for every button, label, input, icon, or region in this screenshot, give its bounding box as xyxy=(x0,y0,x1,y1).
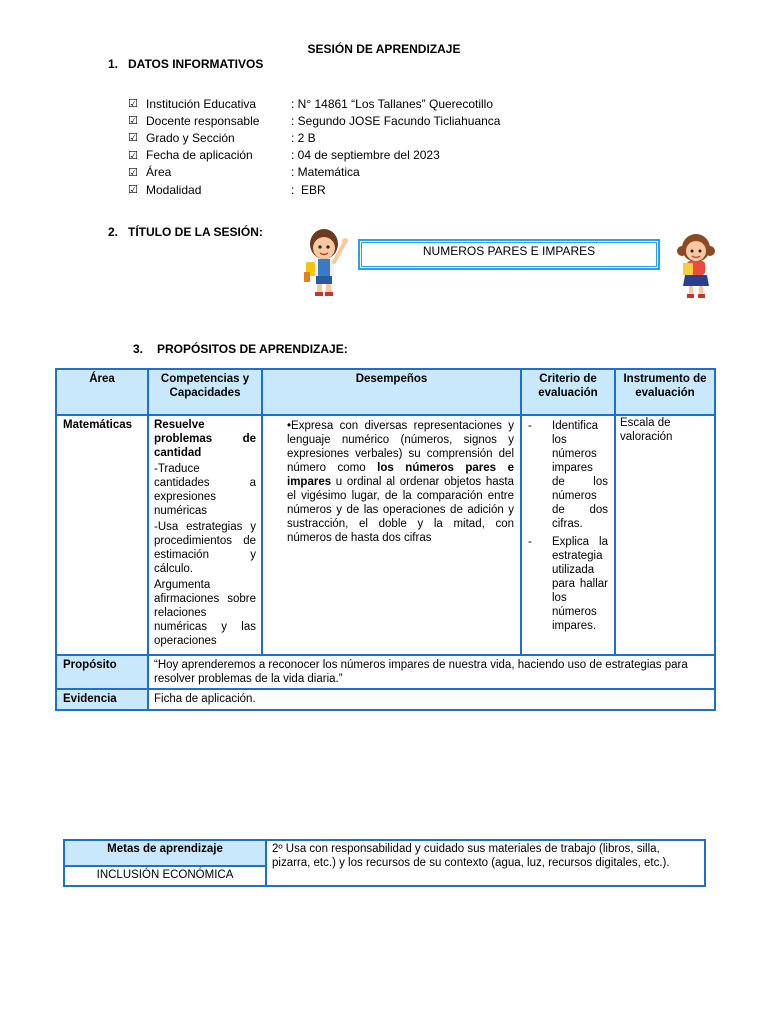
checkbox-icon: ☑ xyxy=(128,131,138,145)
checkbox-icon: ☑ xyxy=(128,165,138,179)
info-value: : EBR xyxy=(291,182,326,197)
checkbox-icon: ☑ xyxy=(128,148,138,162)
desempeno-bold-text: los números pares e impares xyxy=(287,462,514,489)
header-competencias: Competencias y Capacidades xyxy=(148,369,262,415)
info-label: Institución Educativa xyxy=(146,96,257,111)
header-area: Área xyxy=(56,369,148,415)
section-3-number: 3. xyxy=(133,342,144,356)
info-row-area xyxy=(128,164,500,181)
criterio-cell xyxy=(521,415,615,655)
boy-cartoon-icon xyxy=(300,222,358,298)
criterio-item xyxy=(528,535,608,633)
header-instrumento: Instrumento de evaluación xyxy=(615,369,715,415)
header-criterio: Criterio de evaluación xyxy=(521,369,615,415)
info-value: : Matemática xyxy=(291,165,360,180)
instrumento-cell: Escala de valoración xyxy=(615,415,715,655)
table-row xyxy=(56,415,715,655)
desempeno-text-end: u ordinal al ordenar objetos hasta el vigésimo lugar, de la comparación entre números y de las operaciones de adición y sustracción, el doble y la mitad, con números de hasta dos cifras xyxy=(287,476,514,545)
competencias-cell xyxy=(148,415,262,655)
evidencia-row xyxy=(56,689,715,710)
info-label: Modalidad xyxy=(146,182,202,197)
evidencia-label: Evidencia xyxy=(56,689,148,710)
competencia-title: Resuelve problemas de cantidad xyxy=(154,419,256,460)
section-2-number: 2. xyxy=(108,225,119,239)
info-label: Fecha de aplicación xyxy=(146,148,253,163)
capacidad-item: Argumenta afirmaciones sobre relaciones numéricas y las operaciones xyxy=(154,579,256,648)
capacidad-item: -Traduce cantidades a expresiones numéricas xyxy=(154,463,256,518)
evidencia-text: Ficha de aplicación. xyxy=(148,689,715,710)
purposes-table xyxy=(55,368,716,711)
criterio-dash: - xyxy=(528,536,532,549)
proposito-label: Propósito xyxy=(56,655,148,689)
checkbox-icon: ☑ xyxy=(128,183,138,197)
desempenos-cell xyxy=(262,415,521,655)
checkbox-icon: ☑ xyxy=(128,114,138,128)
criterio-text: Identifica los números impares de los números de dos cifras. xyxy=(552,420,608,531)
info-value: : 04 de septiembre del 2023 xyxy=(291,148,440,163)
section-2-heading xyxy=(108,225,263,239)
table-header-row xyxy=(56,369,715,415)
header-desempenos: Desempeños xyxy=(262,369,521,415)
area-cell: Matemáticas xyxy=(56,415,148,655)
info-row-fecha xyxy=(128,147,500,164)
info-label: Docente responsable xyxy=(146,113,260,128)
section-1-number: 1. xyxy=(108,57,119,71)
section-2-title: TÍTULO DE LA SESIÓN: xyxy=(128,225,263,239)
info-label: Área xyxy=(146,165,172,180)
info-value: : Segundo JOSE Facundo Ticliahuanca xyxy=(291,113,501,128)
section-3-heading xyxy=(133,342,348,356)
section-3-title: PROPÓSITOS DE APRENDIZAJE: xyxy=(157,342,348,356)
metas-header-row xyxy=(64,840,705,866)
criterio-text: Explica la estrategia utilizada para hallar los números impares. xyxy=(552,536,608,633)
capacidad-item: -Usa estrategias y procedimientos de estimación y cálculo. xyxy=(154,521,256,576)
info-row-modalidad xyxy=(128,181,500,198)
checkbox-icon: ☑ xyxy=(128,97,138,111)
info-value: : N° 14861 “Los Tallanes” Querecotillo xyxy=(291,96,494,111)
desempeno-text: •Expresa con diversas representaciones y lenguaje numérico (números, signos y expresiones verbales) su comprensión del número como xyxy=(287,420,514,475)
document-title: SESIÓN DE APRENDIZAJE xyxy=(307,42,461,56)
metas-header: Metas de aprendizaje xyxy=(64,840,266,866)
section-1-title: DATOS INFORMATIVOS xyxy=(128,57,264,71)
info-row-grado xyxy=(128,129,500,146)
metas-subheader: INCLUSIÓN ECONÓMICA xyxy=(64,866,266,886)
girl-cartoon-icon xyxy=(675,231,717,301)
info-value: : 2 B xyxy=(291,130,316,145)
proposito-row xyxy=(56,655,715,689)
criterio-dash: - xyxy=(528,420,532,432)
info-row-institucion xyxy=(128,95,500,112)
info-list xyxy=(128,95,500,198)
info-row-docente xyxy=(128,112,500,129)
criterio-item xyxy=(528,419,608,531)
proposito-text: “Hoy aprenderemos a reconocer los números impares de nuestra vida, haciendo uso de estrategias para resolver problemas de la vida diaria.” xyxy=(148,655,715,689)
session-title-box xyxy=(358,239,660,270)
metas-table xyxy=(63,839,706,887)
session-title: NUMEROS PARES E IMPARES xyxy=(361,242,657,267)
metas-text: 2º Usa con responsabilidad y cuidado sus materiales de trabajo (libros, silla, pizarra, etc.) y los recursos de su contexto (agua, luz, recursos digitales, etc.). xyxy=(266,840,705,886)
info-label: Grado y Sección xyxy=(146,130,235,145)
section-1-heading xyxy=(108,57,263,71)
